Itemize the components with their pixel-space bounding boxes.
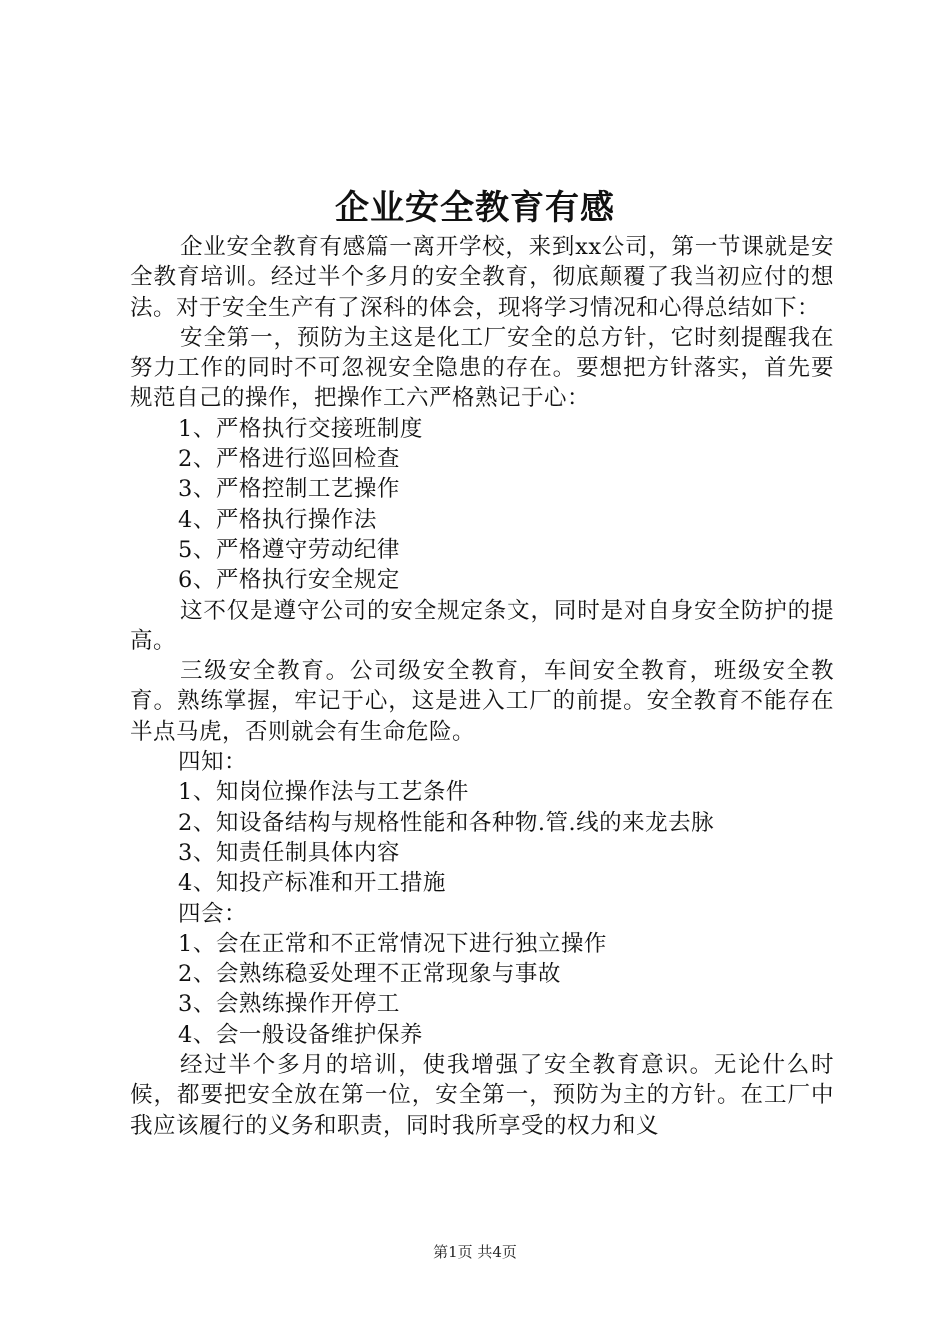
list-item: 3、知责任制具体内容 xyxy=(178,839,400,866)
list-item: 2、严格进行巡回检查 xyxy=(178,446,400,473)
four-know-list xyxy=(130,777,834,898)
paragraph-intro: 企业安全教育有感篇一离开学校，来到xx公司，第一节课就是安全教育培训。经过半个多月的安全教育，彻底颠覆了我当初应付的想法。对于安全生产有了深科的体会，现将学习情况和心得总结如下： xyxy=(130,234,834,321)
paragraph-safety-first: 安全第一，预防为主这是化工厂安全的总方针，它时刻提醒我在努力工作的同时不可忽视安全隐患的存在。要想把方针落实，首先要规范自己的操作，把操作工六严格熟记于心： xyxy=(130,324,834,412)
list-item: 5、严格遵守劳动纪律 xyxy=(178,536,400,563)
list-item: 3、严格控制工艺操作 xyxy=(178,476,400,503)
list-item: 4、严格执行操作法 xyxy=(178,506,377,533)
list-item: 1、严格执行交接班制度 xyxy=(178,415,423,442)
four-know-heading: 四知： xyxy=(178,749,248,776)
page-footer: 第1页 共4页 xyxy=(433,1243,517,1261)
four-can-list xyxy=(130,929,834,1050)
list-item: 2、会熟练稳妥处理不正常现象与事故 xyxy=(178,961,561,988)
list-item: 2、知设备结构与规格性能和各种物.管.线的来龙去脉 xyxy=(178,809,715,836)
six-strict-list xyxy=(130,414,834,596)
list-item: 4、会一般设备维护保养 xyxy=(178,1021,423,1048)
paragraph-three-level: 三级安全教育。公司级安全教育，车间安全教育，班级安全教育。熟练掌握，牢记于心，这是进入工厂的前提。安全教育不能存在半点马虎，否则就会有生命危险。 xyxy=(130,658,834,745)
list-item: 6、严格执行安全规定 xyxy=(178,567,400,594)
document-title: 企业安全教育有感 xyxy=(335,188,615,228)
paragraph-conclusion: 经过半个多月的培训，使我增强了安全教育意识。无论什么时候，都要把安全放在第一位，安全第一，预防为主的方针。在工厂中我应该履行的义务和职责，同时我所享受的权力和义 xyxy=(130,1052,834,1139)
list-item: 1、知岗位操作法与工艺条件 xyxy=(178,779,469,806)
document-body xyxy=(130,232,834,1141)
list-item: 3、会熟练操作开停工 xyxy=(178,991,400,1018)
list-item: 4、知投产标准和开工措施 xyxy=(178,870,446,897)
paragraph-rules: 这不仅是遵守公司的安全规定条文，同时是对自身安全防护的提高。 xyxy=(130,597,834,654)
four-can-heading: 四会： xyxy=(178,900,248,927)
list-item: 1、会在正常和不正常情况下进行独立操作 xyxy=(178,930,607,957)
